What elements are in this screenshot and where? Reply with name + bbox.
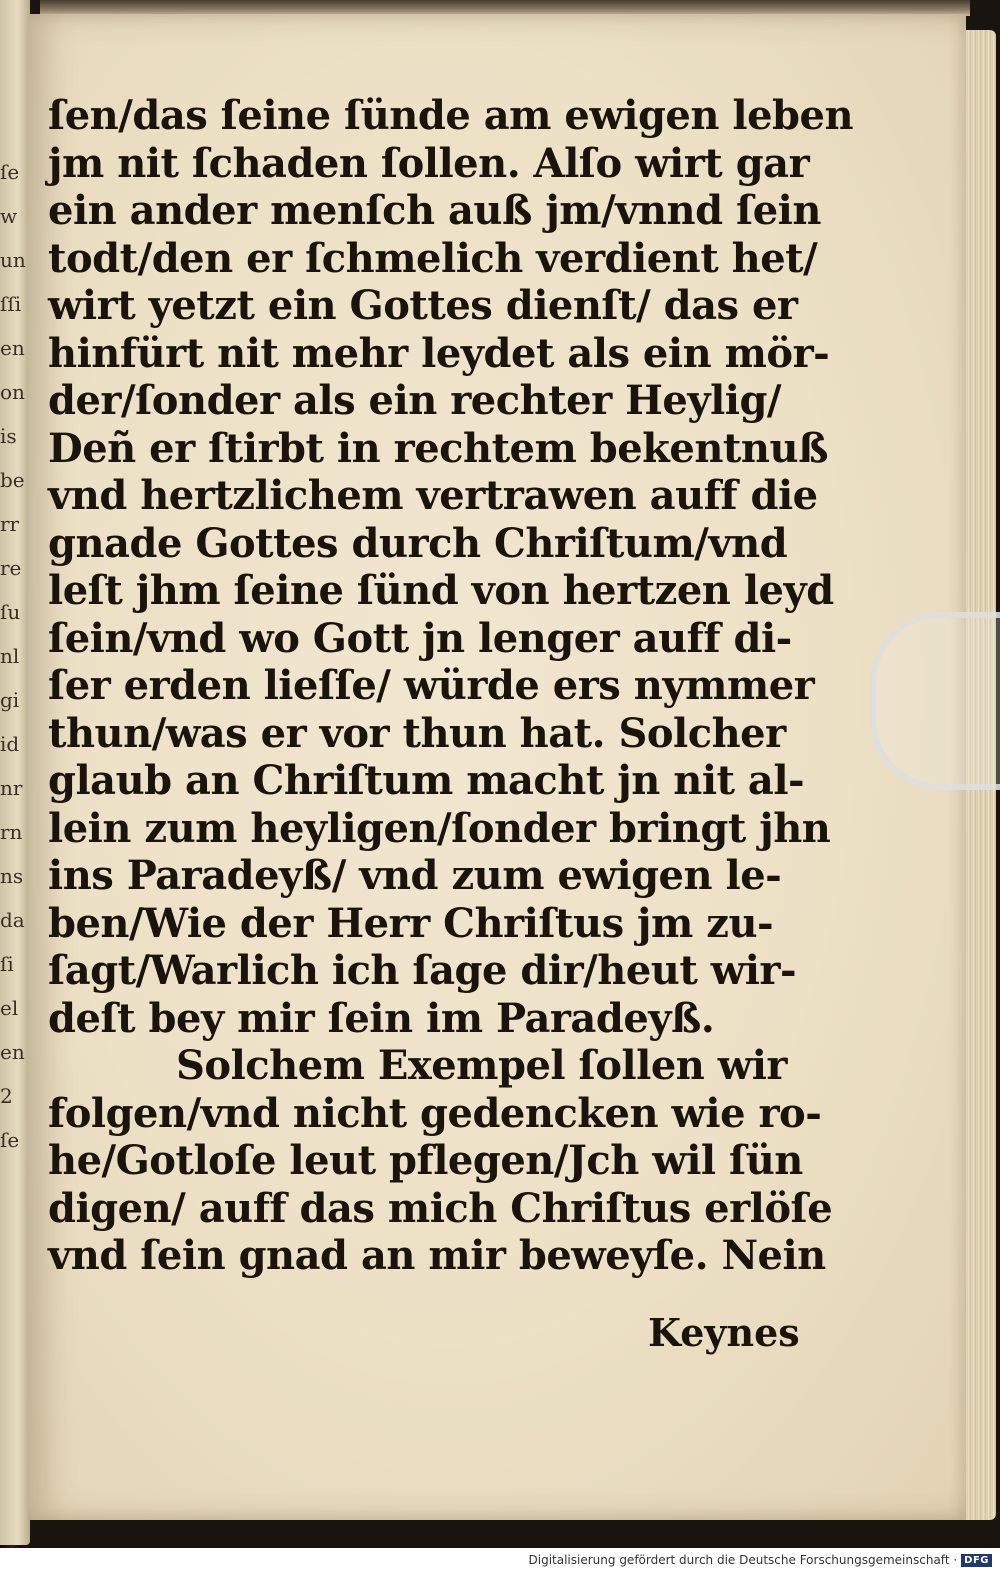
text-line: glaub an Chriſtum macht jn nit al- [48, 757, 805, 804]
credit-text: Digitalisierung gefördert durch die Deutsche Forschungsgemeinschaft · [528, 1553, 958, 1567]
text-line: deſt bey mir ſein im Paradeyß. [48, 994, 715, 1042]
text-line: he/Gotloſe leut pflegen/Jch wil ſün [48, 1137, 803, 1184]
text-line: vnd hertzlichem vertrawen auff die [48, 472, 818, 519]
text-line-indented: Solchem Exempel ſollen wir [176, 1042, 787, 1089]
text-line: gnade Gottes durch Chriſtum/vnd [48, 519, 788, 567]
text-line: ben/Wie der Herr Chriſtus jm zu- [48, 899, 774, 947]
text-line: ſer erden lieſſe/ würde ers nymmer [48, 662, 815, 709]
text-line: Deñ er ſtirbt in rechtem bekentnuß [48, 424, 828, 472]
text-line: ſein/vnd wo Gott jn lenger auff di- [48, 614, 792, 662]
text-line: der/ſonder als ein rechter Heylig/ [48, 377, 782, 424]
previous-page-edge [0, 0, 30, 1545]
text-line: hinfürt nit mehr leydet als ein mör- [48, 329, 830, 377]
text-line: leſt jhm ſeine ſünd von hertzen leyd [48, 567, 834, 614]
bookmark-clip [870, 612, 1000, 790]
page-text [48, 92, 854, 1280]
text-line: ins Paradeyß/ vnd zum ewigen le- [48, 852, 782, 899]
text-line: jm nit ſchaden ſollen. Alſo wirt gar [48, 139, 810, 187]
text-line: wirt yetzt ein Gottes dienſt/ das er [48, 282, 798, 329]
text-line: vnd ſein gnad an mir beweyſe. Nein [48, 1232, 826, 1279]
text-line: lein zum heyligen/ſonder bringt jhn [48, 804, 831, 852]
dfg-logo-icon: DFG [961, 1554, 992, 1567]
catchword: Keynes [648, 1310, 800, 1355]
funding-credit [529, 1553, 992, 1567]
text-line: folgen/vnd nicht gedencken wie ro- [48, 1089, 822, 1137]
text-line: todt/den er ſchmelich verdient het/ [48, 234, 818, 282]
text-line: thun/was er vor thun hat. Solcher [48, 709, 786, 757]
text-line: digen/ auff das mich Chriſtus erlöſe [48, 1184, 833, 1232]
previous-page-fragment: ſe w un ſſi en on is be rr re ſu nl gi id nr rn ns da ſi el en 2 ſe [0, 160, 26, 1152]
text-line: ein ander menſch auß jm/vnnd ſein [48, 187, 821, 234]
text-line: ſen/das ſeine ſünde am ewigen leben [48, 92, 854, 139]
text-line: ſagt/Warlich ich ſage dir/heut wir- [48, 947, 797, 994]
footer-bar [0, 1548, 1000, 1575]
